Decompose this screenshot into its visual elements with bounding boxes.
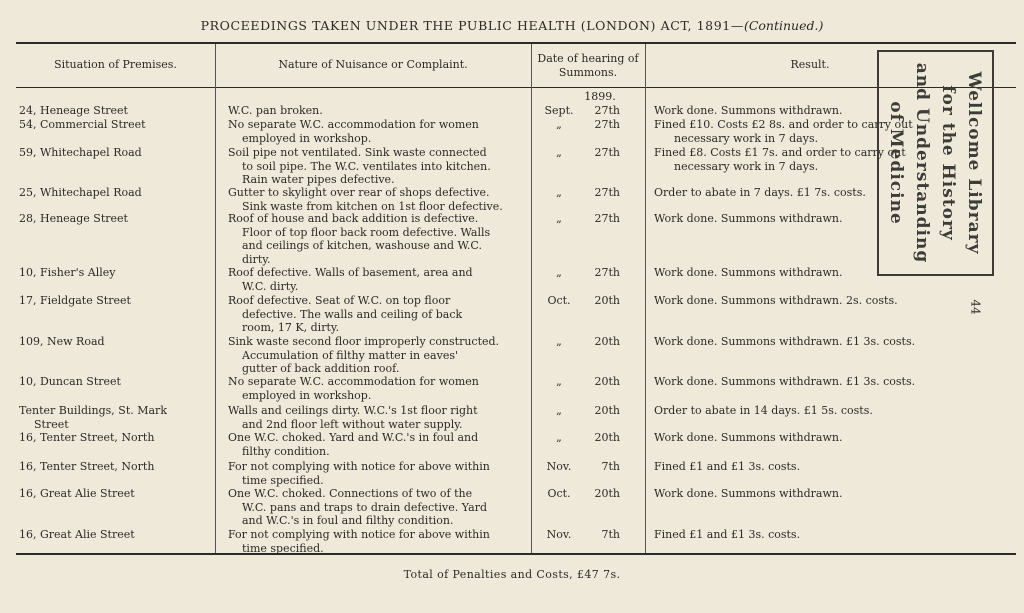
- column-divider: [215, 44, 216, 553]
- stamp-line: and Understanding: [912, 62, 933, 264]
- result-cell: [654, 104, 842, 118]
- nature-line: Roof defective. Walls of basement, area and: [228, 266, 473, 279]
- date-month: „: [556, 146, 562, 159]
- result-line: Work done. Summons withdrawn.: [654, 266, 843, 279]
- date-month: „: [556, 335, 562, 348]
- nature-line: W.C. dirty.: [242, 279, 299, 293]
- library-stamp-text: [878, 52, 993, 274]
- nature-line: defective. The walls and ceiling of back: [242, 307, 463, 321]
- date-month: „: [556, 375, 562, 388]
- result-cell: [654, 146, 906, 173]
- nature-line: No separate W.C. accommodation for women: [228, 375, 479, 388]
- stamp-line: of Medicine: [886, 101, 907, 225]
- nature-line: W.C. pan broken.: [228, 104, 323, 117]
- nature-line: Accumulation of filthy matter in eaves': [242, 348, 458, 362]
- nature-line: Roof of house and back addition is defective.: [228, 212, 479, 225]
- nature-line: and 2nd floor left without water supply.: [242, 417, 463, 431]
- situation-cell: 59, Whitechapel Road: [19, 146, 142, 159]
- situation-cell: 17, Fieldgate Street: [19, 294, 131, 307]
- result-line: Work done. Summons withdrawn.: [654, 104, 843, 117]
- nature-line: gutter of back addition roof.: [242, 362, 400, 375]
- result-cell: [654, 404, 873, 418]
- situation-cell: 16, Tenter Street, North: [19, 431, 155, 444]
- date-month: Sept.: [544, 104, 574, 117]
- date-day: 20th: [594, 487, 620, 500]
- date-month: Oct.: [547, 487, 571, 500]
- result-cell: [654, 212, 842, 226]
- result-line: Fined £1 and £1 3s. costs.: [654, 460, 801, 473]
- date-month: „: [556, 186, 562, 199]
- situation-cell: 10, Duncan Street: [19, 375, 121, 388]
- nature-cell: [228, 404, 520, 431]
- date-day: 20th: [594, 431, 620, 444]
- nature-line: Sink waste second floor improperly constructed.: [228, 335, 500, 348]
- nature-cell: [228, 294, 520, 335]
- situation-cell: 16, Great Alie Street: [19, 487, 135, 500]
- date-month: „: [556, 431, 562, 444]
- header-rule: [16, 87, 1016, 88]
- date-day: 27th: [594, 212, 620, 225]
- page-title: [0, 18, 1024, 33]
- nature-line: dirty.: [242, 252, 271, 266]
- situation-cell: 25, Whitechapel Road: [19, 186, 142, 199]
- nature-cell: [228, 335, 520, 376]
- result-line: Work done. Summons withdrawn.: [654, 487, 843, 500]
- top-rule: [16, 42, 1016, 44]
- header-date: Date of hearing of Summons.: [537, 52, 639, 79]
- nature-line: to soil pipe. The W.C. ventilates into kitchen.: [242, 159, 491, 173]
- result-cell: [654, 294, 898, 308]
- result-cell: [654, 460, 800, 474]
- nature-line: For not complying with notice for above within: [228, 460, 490, 473]
- nature-line: For not complying with notice for above within: [228, 528, 490, 541]
- nature-cell: [228, 212, 520, 266]
- situation-cell: 54, Commercial Street: [19, 118, 146, 131]
- nature-line: employed in workshop.: [242, 388, 372, 402]
- header-nature: Nature of Nuisance or Complaint.: [278, 58, 468, 71]
- page-number: 44: [968, 299, 983, 315]
- situation-cell: 24, Heneage Street: [19, 104, 128, 117]
- date-month: „: [556, 118, 562, 131]
- nature-line: Gutter to skylight over rear of shops defective.: [228, 186, 490, 199]
- nature-line: time specified.: [242, 473, 324, 487]
- nature-cell: [228, 118, 520, 145]
- nature-line: Rain water pipes defective.: [242, 173, 395, 186]
- result-line: Work done. Summons withdrawn. £1 3s. costs.: [654, 335, 916, 348]
- nature-line: and ceilings of kitchen, washouse and W.C.: [242, 239, 482, 252]
- situation-cell: 16, Tenter Street, North: [19, 460, 155, 473]
- date-month: „: [556, 404, 562, 417]
- column-divider: [531, 44, 532, 553]
- date-day: 27th: [594, 266, 620, 279]
- nature-cell: [228, 266, 520, 293]
- header-situation: Situation of Premises.: [54, 58, 177, 71]
- date-day: 7th: [601, 460, 620, 473]
- nature-line: No separate W.C. accommodation for women: [228, 118, 479, 131]
- total-penalties: Total of Penalties and Costs, £47 7s.: [403, 568, 621, 581]
- stamp-line: for the History: [938, 85, 959, 241]
- nature-line: One W.C. choked. Connections of two of the: [228, 487, 473, 500]
- situation-cell: Tenter Buildings, St. Mark: [19, 404, 167, 417]
- date-day: 20th: [594, 294, 620, 307]
- title-text: PROCEEDINGS TAKEN UNDER THE PUBLIC HEALTH (LONDON) ACT, 1891—: [200, 18, 744, 33]
- title-continued: (Continued.): [743, 18, 824, 33]
- nature-cell: [228, 431, 520, 458]
- result-cell: [654, 528, 800, 542]
- result-line: necessary work in 7 days.: [674, 159, 819, 173]
- header-result: Result.: [790, 58, 830, 71]
- column-divider: [645, 44, 646, 553]
- date-month: „: [556, 212, 562, 225]
- nature-line: room, 17 K, dirty.: [242, 321, 340, 334]
- nature-line: Floor of top floor back room defective. Walls: [242, 225, 491, 239]
- nature-cell: [228, 146, 520, 187]
- nature-cell: [228, 487, 520, 528]
- date-day: 20th: [594, 375, 620, 388]
- result-line: Fined £1 and £1 3s. costs.: [654, 528, 801, 541]
- result-line: Fined £8. Costs £1 7s. and order to carry out: [654, 146, 906, 159]
- date-day: 27th: [594, 104, 620, 117]
- date-day: 27th: [594, 186, 620, 199]
- date-month: Oct.: [547, 294, 571, 307]
- date-day: 7th: [601, 528, 620, 541]
- date-month: Nov.: [546, 460, 572, 473]
- stamp-line: Wellcome Library: [964, 71, 985, 255]
- date-month: „: [556, 266, 562, 279]
- date-day: 27th: [594, 118, 620, 131]
- nature-line: Walls and ceilings dirty. W.C.'s 1st floor right: [228, 404, 478, 417]
- nature-cell: [228, 528, 520, 555]
- result-line: Work done. Summons withdrawn.: [654, 431, 843, 444]
- result-line: Order to abate in 14 days. £1 5s. costs.: [654, 404, 873, 417]
- nature-line: Roof defective. Seat of W.C. on top floor: [228, 294, 451, 307]
- nature-cell: [228, 104, 520, 118]
- nature-cell: [228, 186, 520, 213]
- result-cell: [654, 487, 842, 501]
- nature-line: Soil pipe not ventilated. Sink waste connected: [228, 146, 487, 159]
- nature-line: and W.C.'s in foul and filthy condition.: [242, 514, 454, 527]
- situation-cell: 16, Great Alie Street: [19, 528, 135, 541]
- result-line: Work done. Summons withdrawn. £1 3s. costs.: [654, 375, 916, 388]
- result-line: Fined £10. Costs £2 8s. and order to carry out: [654, 118, 913, 131]
- situation-cell: 28, Heneage Street: [19, 212, 128, 225]
- result-cell: [654, 266, 842, 280]
- nature-cell: [228, 375, 520, 402]
- result-cell: [654, 335, 915, 349]
- nature-line: W.C. pans and traps to drain defective. Yard: [242, 500, 488, 514]
- nature-cell: [228, 460, 520, 487]
- nature-line: Sink waste from kitchen on 1st floor defective.: [242, 199, 503, 213]
- nature-line: time specified.: [242, 541, 324, 555]
- result-cell: [654, 431, 842, 445]
- nature-line: employed in workshop.: [242, 131, 372, 145]
- result-cell: [654, 118, 913, 145]
- nature-line: One W.C. choked. Yard and W.C.'s in foul and: [228, 431, 479, 444]
- nature-line: filthy condition.: [242, 444, 330, 458]
- result-line: Work done. Summons withdrawn.: [654, 212, 843, 225]
- date-day: 27th: [594, 146, 620, 159]
- result-line: Work done. Summons withdrawn. 2s. costs.: [654, 294, 898, 307]
- date-day: 20th: [594, 335, 620, 348]
- situation-cell-cont: Street: [34, 417, 69, 431]
- date-day: 20th: [594, 404, 620, 417]
- date-month: Nov.: [546, 528, 572, 541]
- result-line: Order to abate in 7 days. £1 7s. costs.: [654, 186, 866, 199]
- situation-cell: 109, New Road: [19, 335, 105, 348]
- situation-cell: 10, Fisher's Alley: [19, 266, 116, 279]
- year-label: 1899.: [584, 90, 616, 103]
- result-cell: [654, 375, 915, 389]
- result-cell: [654, 186, 866, 200]
- result-line: necessary work in 7 days.: [674, 131, 819, 145]
